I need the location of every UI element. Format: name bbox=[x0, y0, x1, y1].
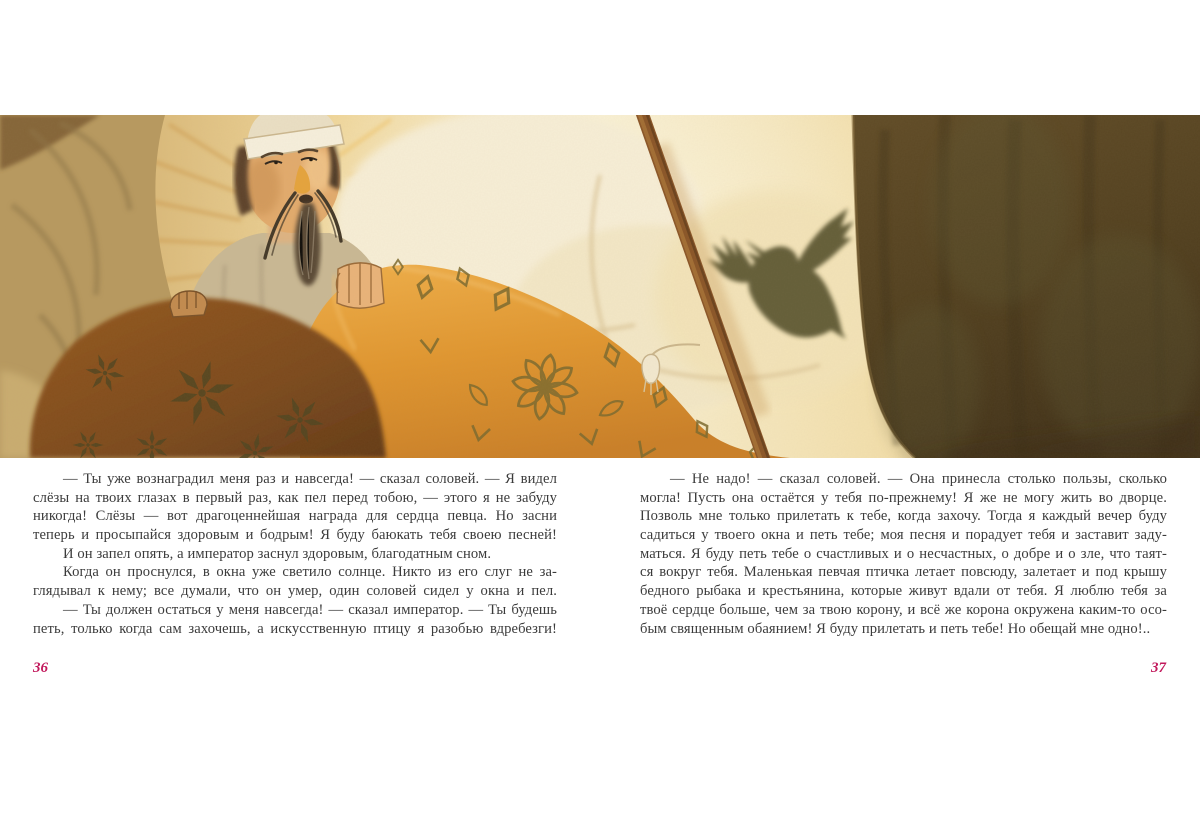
illustration-emperor-and-nightingale bbox=[0, 115, 1200, 458]
text-line: ся вокруг тебя. Маленькая певчая птичка летает повсюду, залетает и под крышу bbox=[640, 564, 1167, 581]
text-line: И он запел опять, а император заснул здоровым, благодатным сном. bbox=[63, 545, 492, 562]
paper-texture bbox=[0, 115, 1200, 458]
text-line: петь, только когда сам захочешь, а искусственную птицу я разобью вдребезги! bbox=[33, 620, 557, 637]
text-line: глядывал к нему; все думали, что он умер, один соловей сидел у окна и пел. bbox=[33, 583, 557, 600]
text-line: бым священным обаянием! Я буду прилетать и петь тебе! Но обещай мне одно!.. bbox=[640, 620, 1151, 637]
page-number-left: 36 bbox=[33, 660, 48, 676]
text-line: — Ты уже вознаградил меня раз и навсегда! — сказал соловей. — Я видел bbox=[63, 471, 557, 487]
text-line: слёзы на твоих глазах в первый раз, как пел перед тобою, — этого я не забуду bbox=[33, 489, 557, 506]
text-line: Позволь мне только прилетать к тебе, когда захочу. Тогда я каждый вечер буду bbox=[640, 508, 1167, 525]
text-line: Когда он проснулся, в окна уже светило солнце. Никто из его слуг не за- bbox=[63, 564, 557, 581]
text-line: никогда! Слёзы — вот драгоценнейшая награда для сердца певца. Но засни bbox=[33, 508, 557, 525]
text-line: могла! Пусть она остаётся у тебя по-прежнему! Я же не могу жить во дворце. bbox=[640, 489, 1167, 506]
page-number-right: 37 bbox=[1151, 660, 1166, 676]
text-line: — Не надо! — сказал соловей. — Она принесла столько пользы, сколько bbox=[670, 471, 1167, 487]
text-line: — Ты должен остаться у меня навсегда! — сказал император. — Ты будешь bbox=[63, 601, 557, 618]
page-37-text-column bbox=[640, 470, 1167, 638]
page-36-text-column bbox=[33, 470, 557, 638]
text-line: твоё сердце больше, чем за твою корону, и всё же корона окружена каким-то осо- bbox=[640, 601, 1167, 618]
text-line: маться. Я буду петь тебе о счастливых и о несчастных, о добре и о зле, что таят- bbox=[640, 545, 1167, 562]
text-line: теперь и просыпайся здоровым и бодрым! Я буду баюкать тебя своею песней! bbox=[33, 527, 557, 544]
text-line: садиться у твоего окна и петь тебе; моя песня и порадует тебя и заставит заду- bbox=[640, 527, 1167, 544]
text-line: бедного рыбака и крестьянина, которые живут вдали от тебя. Я люблю тебя за bbox=[640, 583, 1167, 600]
